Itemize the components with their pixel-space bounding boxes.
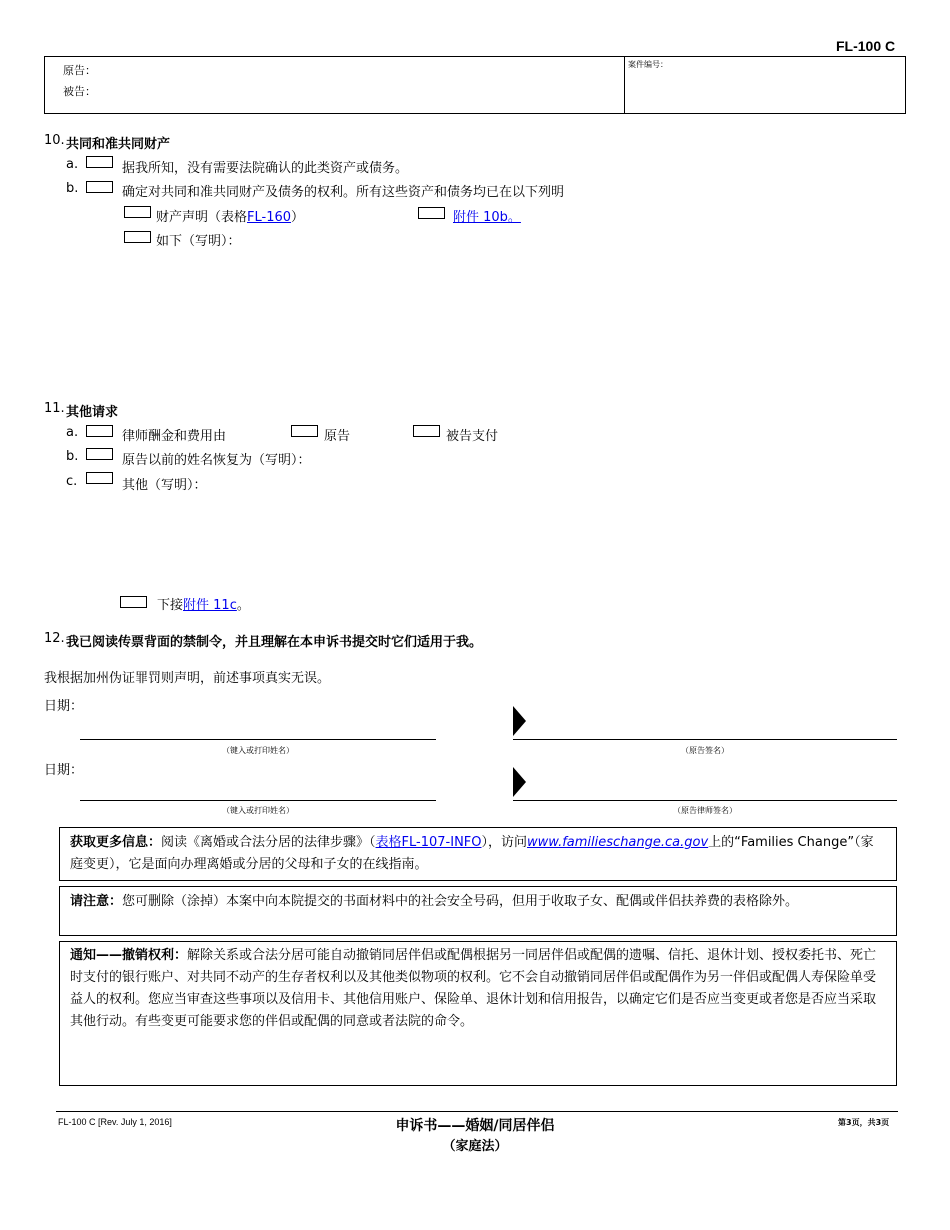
caption-divider bbox=[624, 57, 625, 113]
date-label-2: 日期： bbox=[44, 763, 84, 778]
date-label-1: 日期： bbox=[44, 699, 84, 714]
checkbox-11c[interactable] bbox=[86, 472, 113, 484]
checkbox-11b[interactable] bbox=[86, 448, 113, 460]
section-12-number: 12. bbox=[44, 631, 65, 646]
families-change-link[interactable]: www.familieschange.ca.gov bbox=[527, 835, 709, 850]
revocation-text bbox=[70, 945, 886, 1033]
item-10a-letter: a. bbox=[66, 157, 79, 172]
revocation-notice-box bbox=[59, 941, 897, 1086]
fl-107-info-link[interactable] bbox=[376, 835, 482, 850]
continued-period: 。 bbox=[236, 598, 250, 613]
signature-caption-1: （原告签名） bbox=[681, 746, 729, 755]
form-number: FL-100 C bbox=[836, 38, 896, 54]
item-10b-text: 确定对共同和准共同财产及债务的权利。所有这些资产和债务均已在以下列明 bbox=[122, 185, 565, 200]
section-10-title: 共同和准共同财产 bbox=[66, 137, 171, 152]
continued-text: 下接 bbox=[157, 598, 184, 613]
notice-text bbox=[70, 891, 886, 913]
checkbox-11a-petitioner[interactable] bbox=[291, 425, 318, 437]
footer-page-number: 第3页，共3页 bbox=[838, 1118, 890, 1127]
more-info-box bbox=[59, 827, 897, 881]
checkbox-10b[interactable] bbox=[86, 181, 113, 193]
checkbox-11a[interactable] bbox=[86, 425, 113, 437]
signature-line-1[interactable] bbox=[513, 739, 897, 740]
revocation-title: 通知——撤销权利： bbox=[70, 948, 188, 963]
item-11a-letter: a. bbox=[66, 425, 79, 440]
name-caption-1: （键入或打印姓名） bbox=[222, 746, 294, 755]
continued-11c bbox=[157, 594, 250, 613]
petitioner-label: 原告： bbox=[63, 64, 96, 77]
section-12-text: 我已阅读传票背面的禁制令，并且理解在本申诉书提交时它们适用于我。 bbox=[66, 635, 483, 650]
footer-title: 申诉书——婚姻/同居伴侣 bbox=[395, 1118, 555, 1134]
attachment-11c-link[interactable]: 附件 11c bbox=[183, 598, 237, 613]
name-line-2[interactable] bbox=[80, 800, 436, 801]
option-as-follows: 如下（写明）： bbox=[156, 234, 241, 249]
option-property-declaration bbox=[156, 206, 304, 225]
name-line-1[interactable] bbox=[80, 739, 436, 740]
option-11a-respondent: 被告支付 bbox=[446, 429, 499, 444]
item-10a-text: 据我所知，没有需要法院确认的此类资产或债务。 bbox=[122, 161, 409, 176]
more-info-t3: 上的“Families Change”（家庭变更），它是面向办理离婚或分居的父母和子女的在线指南。 bbox=[70, 835, 874, 872]
notice-body: 您可删除（涂掉）本案中向本院提交的书面材料中的社会安全号码，但用于收取子女、配偶或伴侣扶养费的表格除外。 bbox=[122, 894, 799, 909]
option-11a-petitioner: 原告 bbox=[324, 429, 351, 444]
item-11b-letter: b. bbox=[66, 449, 79, 464]
fl-160-link[interactable]: FL-160 bbox=[247, 210, 292, 225]
checkbox-10a[interactable] bbox=[86, 156, 113, 168]
section-11-number: 11. bbox=[44, 401, 65, 416]
signature-arrow-icon bbox=[513, 767, 526, 797]
footer-form-rev: FL-100 C [Rev. July 1, 2016] bbox=[58, 1117, 172, 1127]
property-declaration-close: ） bbox=[291, 210, 305, 225]
more-info-t1: 阅读《离婚或合法分居的法律步骤》（ bbox=[161, 835, 376, 850]
footer-rule bbox=[56, 1111, 898, 1112]
item-11b-text: 原告以前的姓名恢复为（写明）： bbox=[122, 453, 311, 468]
item-10b-letter: b. bbox=[66, 181, 79, 196]
more-info-title: 获取更多信息： bbox=[70, 835, 162, 850]
checkbox-10b-attachment[interactable] bbox=[418, 207, 445, 219]
item-11c-text: 其他（写明）： bbox=[122, 478, 207, 493]
name-caption-2: （键入或打印姓名） bbox=[222, 806, 294, 815]
property-declaration-text: 财产声明（表格 bbox=[156, 210, 248, 225]
checkbox-10b-property-declaration[interactable] bbox=[124, 206, 151, 218]
checkbox-10b-as-follows[interactable] bbox=[124, 231, 151, 243]
item-11c-letter: c. bbox=[66, 474, 78, 489]
notice-title: 请注意： bbox=[70, 894, 123, 909]
item-11a-text: 律师酬金和费用由 bbox=[122, 429, 227, 444]
declaration-text: 我根据加州伪证罪罚则声明，前述事项真实无误。 bbox=[44, 671, 331, 686]
fl-107-link-pre: 表格 bbox=[375, 835, 402, 850]
signature-line-2[interactable] bbox=[513, 800, 897, 801]
fl-107-link-code: FL-107-INFO bbox=[401, 835, 482, 850]
more-info-text bbox=[70, 832, 886, 876]
section-10-number: 10. bbox=[44, 133, 65, 148]
checkbox-11c-continued[interactable] bbox=[120, 596, 147, 608]
respondent-label: 被告： bbox=[63, 85, 96, 98]
section-11-title: 其他请求 bbox=[66, 405, 119, 420]
signature-caption-2: （原告律师签名） bbox=[673, 806, 737, 815]
caption-box bbox=[44, 56, 906, 114]
notice-box bbox=[59, 886, 897, 936]
revocation-body: 解除关系或合法分居可能自动撤销同居伴侣或配偶根据另一同居伴侣或配偶的遗嘱、信托、退休计划、授权委托书、死亡时支付的银行账户、对共同不动产的生存者权利以及其他类似物项的权利。它不会自动撤销同居伴侣或配偶作为另一伴侣或配偶人寿保险单受益人的权利。您应当审查这些事项以及信用卡、其他信用账户、保险单、退休计划和信用报告，以确定它们是否应当变更或者您是否应当采取其他行动。有些变更可能要求您的伴侣或配偶的同意或者法院的命令。 bbox=[70, 948, 877, 1029]
more-info-t2: ），访问 bbox=[481, 835, 528, 850]
signature-arrow-icon bbox=[513, 706, 526, 736]
checkbox-11a-respondent[interactable] bbox=[413, 425, 440, 437]
footer-subtitle: （家庭法） bbox=[442, 1139, 508, 1154]
attachment-10b-link[interactable]: 附件 10b。 bbox=[453, 210, 521, 225]
case-number-label: 案件编号： bbox=[628, 60, 668, 69]
